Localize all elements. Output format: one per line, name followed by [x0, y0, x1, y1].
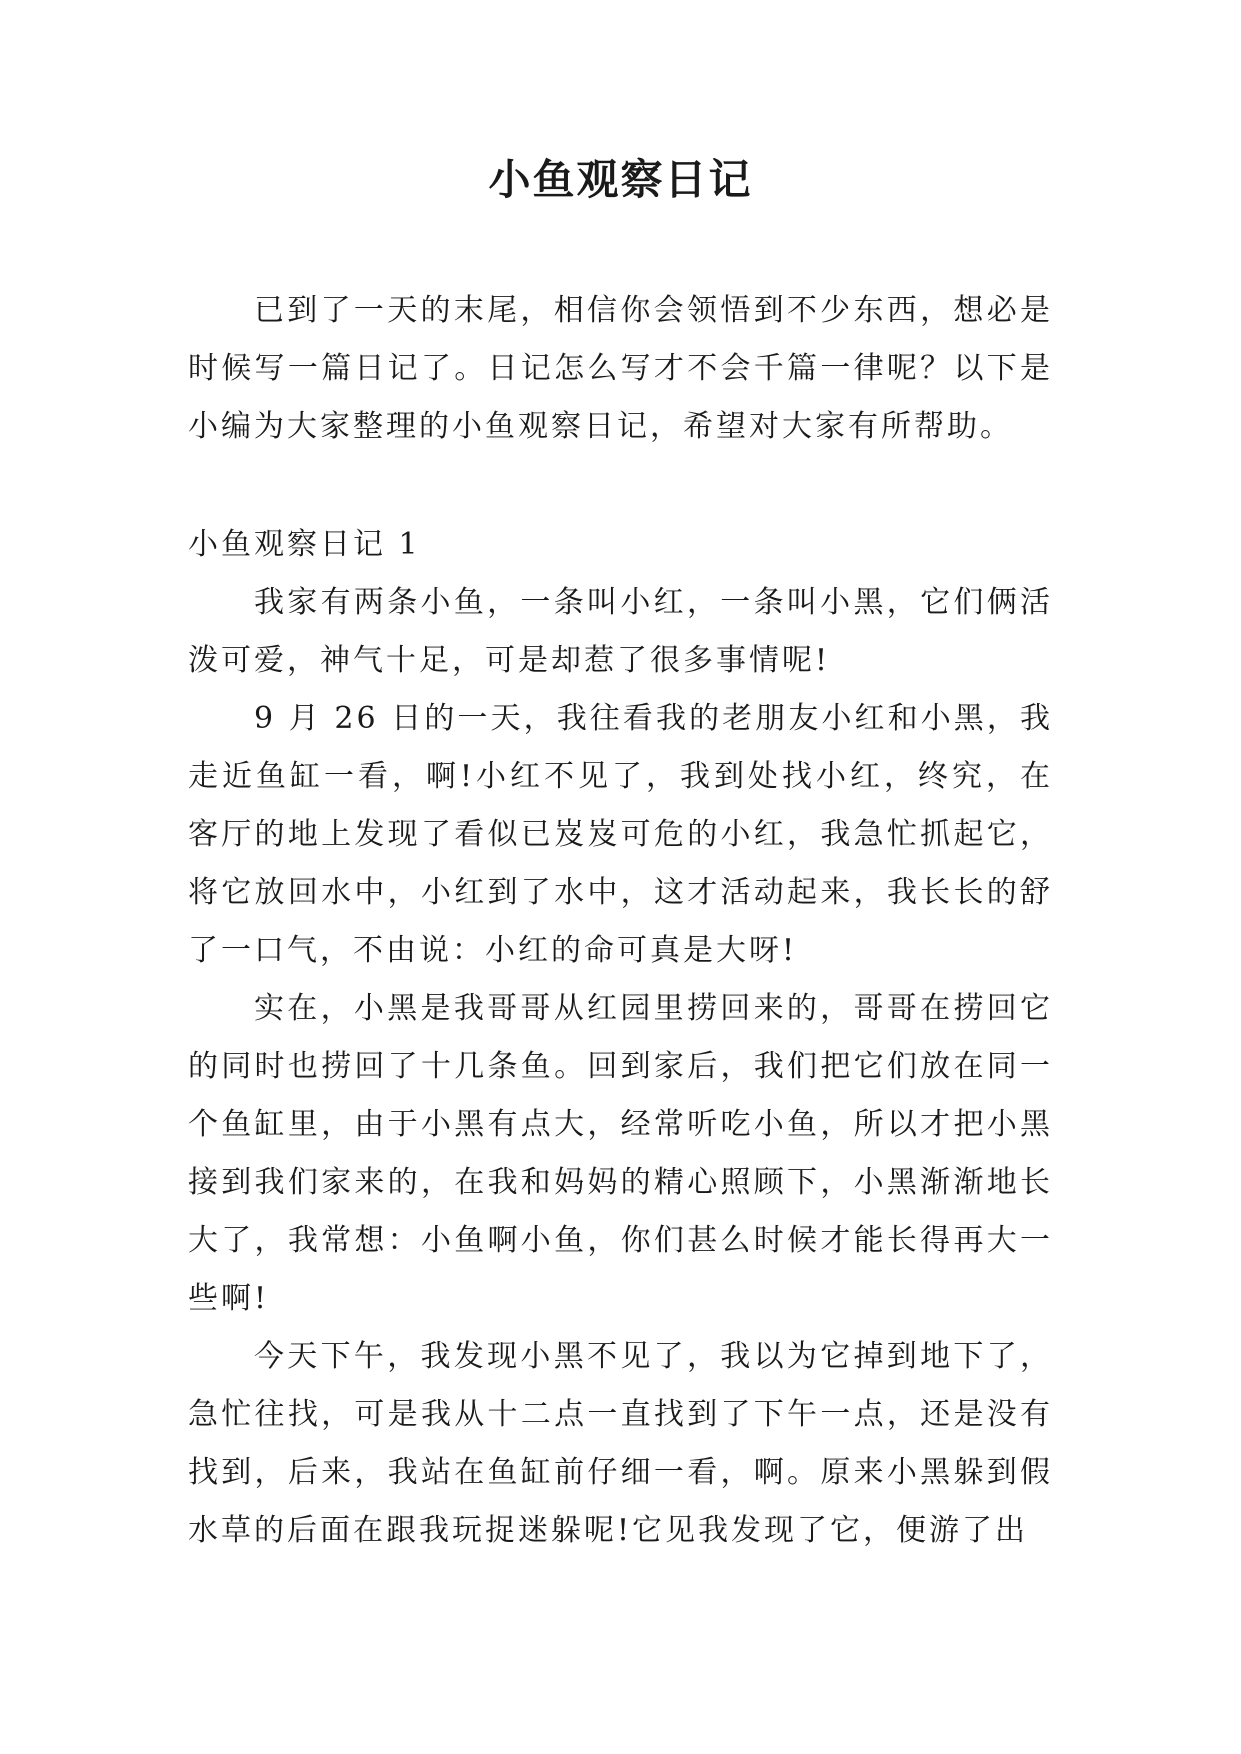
intro-paragraph: 已到了一天的末尾，相信你会领悟到不少东西，想必是时候写一篇日记了。日记怎么写才不会千篇一律呢？以下是小编为大家整理的小鱼观察日记，希望对大家有所帮助。 — [188, 293, 1053, 444]
body-paragraph: 实在，小黑是我哥哥从红园里捞回来的，哥哥在捞回它的同时也捞回了十几条鱼。回到家后，我们把它们放在同一个鱼缸里，由于小黑有点大，经常听吃小鱼，所以才把小黑接到我们家来的，在我和妈妈的精心照顾下，小黑渐渐地长大了，我常想：小鱼啊小鱼，你们甚么时候才能长得再大一些啊! — [188, 991, 1053, 1316]
document-title: 小鱼观察日记 — [488, 155, 753, 204]
body-paragraph: 我家有两条小鱼，一条叫小红，一条叫小黑，它们俩活泼可爱，神气十足，可是却惹了很多事情呢! — [188, 585, 1053, 678]
section-heading: 小鱼观察日记 1 — [188, 527, 421, 562]
document-body — [188, 282, 1053, 1560]
body-paragraph: 今天下午，我发现小黑不见了，我以为它掉到地下了，急忙往找，可是我从十二点一直找到了下午一点，还是没有找到，后来，我站在鱼缸前仔细一看，啊。原来小黑躲到假水草的后面在跟我玩捉迷躲呢!它见我发现了它，便游了出 — [188, 1339, 1053, 1548]
body-paragraph: 9 月 26 日的一天，我往看我的老朋友小红和小黑，我走近鱼缸一看，啊!小红不见了，我到处找小红，终究，在客厅的地上发现了看似已岌岌可危的小红，我急忙抓起它，将它放回水中，小红到了水中，这才活动起来，我长长的舒了一口气，不由说：小红的命可真是大呀! — [188, 701, 1053, 968]
